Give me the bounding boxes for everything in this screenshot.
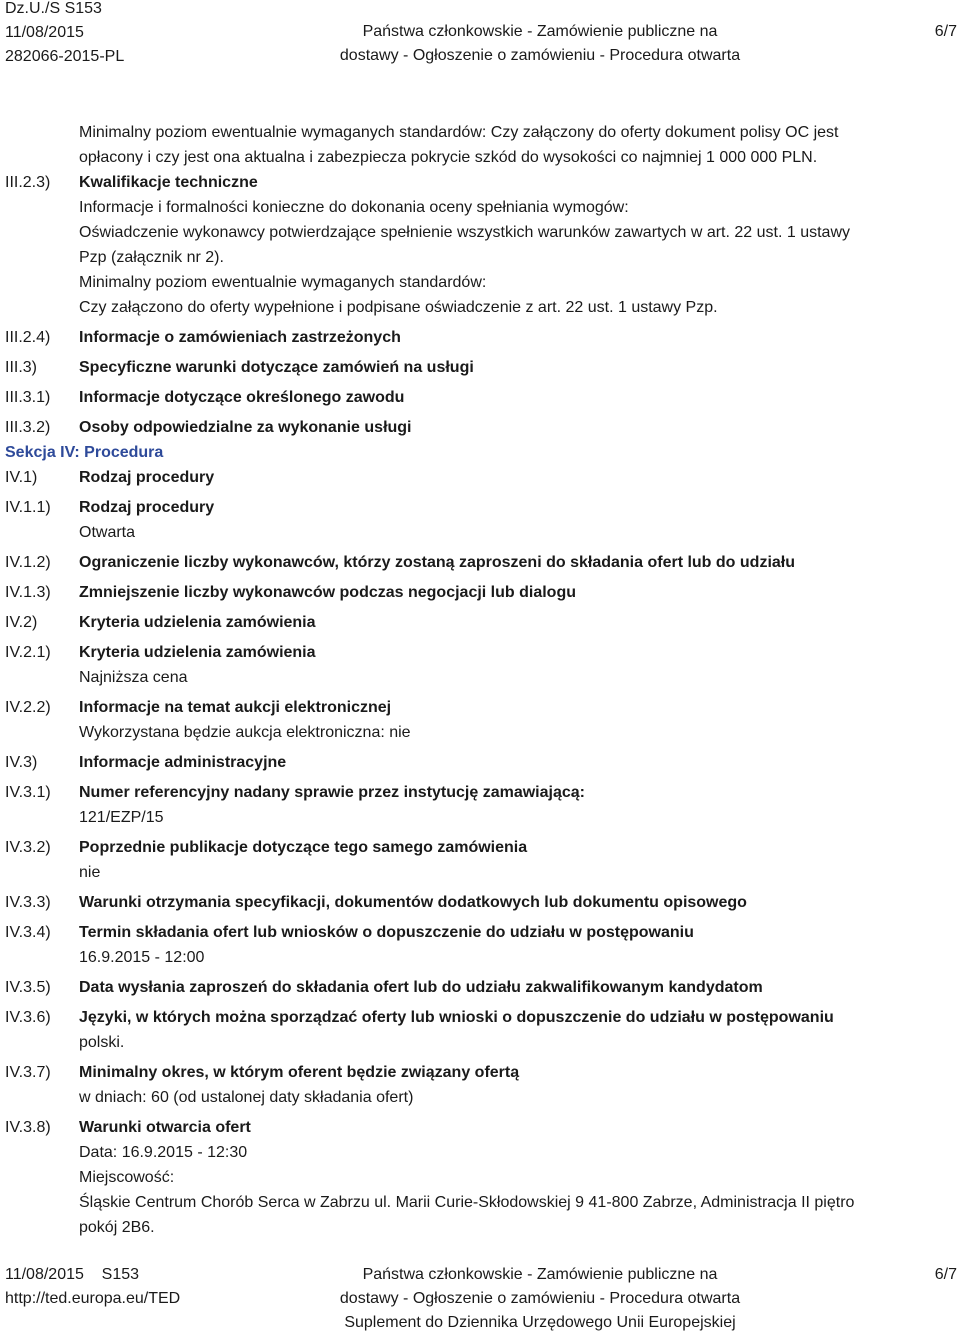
section-text: Informacje i formalności konieczne do dokonania oceny spełniania wymogów: xyxy=(79,199,629,216)
section-III-2-4 xyxy=(0,325,960,350)
section-heading: Minimalny okres, w którym oferent będzie związany ofertą xyxy=(79,1064,520,1081)
section-heading: Kwalifikacje techniczne xyxy=(79,174,258,191)
section-heading: Termin składania ofert lub wniosków o dopuszczenie do udziału w postępowaniu xyxy=(79,924,694,941)
header-title-line1: Państwa członkowskie - Zamówienie publiczne na xyxy=(362,23,718,40)
section-value: w dniach: 60 (od ustalonej daty składania ofert) xyxy=(79,1089,414,1106)
section-IV-1-2 xyxy=(0,550,960,575)
section-number: IV.3.7) xyxy=(5,1064,51,1081)
intro-line: Minimalny poziom ewentualnie wymaganych standardów: Czy załączony do oferty dokument polisy OC jest xyxy=(79,124,839,141)
section-text: Data: 16.9.2015 - 12:30 xyxy=(79,1144,248,1161)
section-number: IV.3.8) xyxy=(5,1119,51,1136)
section-number: IV.3.2) xyxy=(5,839,51,856)
section-text: Minimalny poziom ewentualnie wymaganych standardów: xyxy=(79,274,487,291)
section-value: polski. xyxy=(79,1034,125,1051)
section-IV-3-5 xyxy=(0,975,960,1000)
section-III-2-3 xyxy=(0,170,960,320)
section-number: IV.1) xyxy=(5,469,38,486)
footer-link[interactable]: http://ted.europa.eu/TED xyxy=(5,1290,181,1307)
footer-title-line2: dostawy - Ogłoszenie o zamówieniu - Procedura otwarta xyxy=(339,1290,741,1307)
section-IV-3-4 xyxy=(0,920,960,970)
section-heading: Warunki otwarcia ofert xyxy=(79,1119,251,1136)
journal-ref: Dz.U./S S153 xyxy=(5,0,102,17)
header-title xyxy=(0,20,960,68)
section-text: Oświadczenie wykonawcy potwierdzające spełnienie wszystkich warunków zawartych w art. 22 ust. 1 ustawy xyxy=(79,224,850,241)
section-value: Wykorzystana będzie aukcja elektroniczna: nie xyxy=(79,724,411,741)
section-IV-2-1 xyxy=(0,640,960,690)
section-number: IV.3) xyxy=(5,754,38,771)
section-number: IV.3.1) xyxy=(5,784,51,801)
section-number: IV.2) xyxy=(5,614,38,631)
section-heading: Kryteria udzielenia zamówienia xyxy=(79,614,316,631)
section-heading: Rodzaj procedury xyxy=(79,469,215,486)
section-number: IV.1.1) xyxy=(5,499,51,516)
section-heading: Informacje o zamówieniach zastrzeżonych xyxy=(79,329,401,346)
section-value: 121/EZP/15 xyxy=(79,809,164,826)
section-heading: Warunki otrzymania specyfikacji, dokumentów dodatkowych lub dokumentu opisowego xyxy=(79,894,747,911)
section-IV-1-3 xyxy=(0,580,960,605)
section-value: Najniższa cena xyxy=(79,669,188,686)
section-heading: Informacje administracyjne xyxy=(79,754,287,771)
section-III-3-2 xyxy=(0,415,960,440)
document-body xyxy=(0,120,960,1240)
section-number: IV.3.5) xyxy=(5,979,51,996)
section-IV-3-6 xyxy=(0,1005,960,1055)
footer-date: 11/08/2015 xyxy=(5,1266,84,1283)
section-number: III.3.1) xyxy=(5,389,51,406)
notice-id: 282066-2015-PL xyxy=(5,48,125,65)
section-III-3-1 xyxy=(0,385,960,410)
section-IV-3-7 xyxy=(0,1060,960,1110)
section-number: III.3.2) xyxy=(5,419,51,436)
section-number: IV.2.2) xyxy=(5,699,51,716)
section-IV-3-1 xyxy=(0,780,960,830)
section-heading: Informacje na temat aukcji elektronicznej xyxy=(79,699,392,716)
section-IV-1-1 xyxy=(0,495,960,545)
section-value: nie xyxy=(79,864,101,881)
section-III-3 xyxy=(0,355,960,380)
section-number: IV.3.4) xyxy=(5,924,51,941)
intro-line: opłacony i czy jest ona aktualna i zabezpiecza pokrycie szkód do wysokości co najmniej 1 000 000 PLN. xyxy=(79,149,818,166)
section-heading: Zmniejszenie liczby wykonawców podczas negocjacji lub dialogu xyxy=(79,584,576,601)
section-text: pokój 2B6. xyxy=(79,1219,155,1236)
section-number: III.3) xyxy=(5,359,38,376)
section-text: Śląskie Centrum Chorób Serca w Zabrzu ul. Marii Curie-Skłodowskiej 9 41-800 Zabrze, Administracja II piętro xyxy=(79,1194,855,1211)
footer-series: S153 xyxy=(101,1266,140,1283)
section-heading: Poprzednie publikacje dotyczące tego samego zamówienia xyxy=(79,839,528,856)
section-IV-3-3 xyxy=(0,890,960,915)
section-text: Czy załączono do oferty wypełnione i podpisane oświadczenie z art. 22 ust. 1 ustawy Pzp. xyxy=(79,299,718,316)
section-value: 16.9.2015 - 12:00 xyxy=(79,949,205,966)
section-heading: Kryteria udzielenia zamówienia xyxy=(79,644,316,661)
section-number: IV.1.2) xyxy=(5,554,51,571)
section-text: Miejscowość: xyxy=(79,1169,175,1186)
section-number: III.2.3) xyxy=(5,174,51,191)
section-heading: Osoby odpowiedzialne za wykonanie usługi xyxy=(79,419,412,436)
header-date: 11/08/2015 xyxy=(5,24,84,41)
section-heading: Numer referencyjny nadany sprawie przez instytucję zamawiającą: xyxy=(79,784,585,801)
section-number: IV.2.1) xyxy=(5,644,51,661)
section-IV-3 xyxy=(0,750,960,775)
section-number: III.2.4) xyxy=(5,329,51,346)
footer-title-line3: Suplement do Dziennika Urzędowego Unii Europejskiej xyxy=(344,1314,736,1331)
section-heading: Informacje dotyczące określonego zawodu xyxy=(79,389,405,406)
section-heading: Data wysłania zaproszeń do składania ofert lub do udziału zakwalifikowanym kandydatom xyxy=(79,979,763,996)
section-IV-3-2 xyxy=(0,835,960,885)
footer-title-line1: Państwa członkowskie - Zamówienie publiczne na xyxy=(362,1266,718,1283)
section-IV-2-2 xyxy=(0,695,960,745)
section-number: IV.1.3) xyxy=(5,584,51,601)
section-heading: Specyficzne warunki dotyczące zamówień na usługi xyxy=(79,359,474,376)
header-title-line2: dostawy - Ogłoszenie o zamówieniu - Procedura otwarta xyxy=(339,47,741,64)
section-heading: Rodzaj procedury xyxy=(79,499,215,516)
section-value: Otwarta xyxy=(79,524,136,541)
footer-page: 6/7 xyxy=(934,1266,957,1283)
section-text: Pzp (załącznik nr 2). xyxy=(79,249,224,266)
header-page: 6/7 xyxy=(934,23,957,40)
section-IV-3-8 xyxy=(0,1115,960,1240)
section-heading: Ograniczenie liczby wykonawców, którzy zostaną zaproszeni do składania ofert lub do udziału xyxy=(79,554,795,571)
section-IV-1 xyxy=(0,465,960,490)
section-number: IV.3.3) xyxy=(5,894,51,911)
section-IV-2 xyxy=(0,610,960,635)
section-heading: Języki, w których można sporządzać oferty lub wnioski o dopuszczenie do udziału w postępowaniu xyxy=(79,1009,834,1026)
section-number: IV.3.6) xyxy=(5,1009,51,1026)
section-title: Sekcja IV: Procedura xyxy=(5,444,164,461)
